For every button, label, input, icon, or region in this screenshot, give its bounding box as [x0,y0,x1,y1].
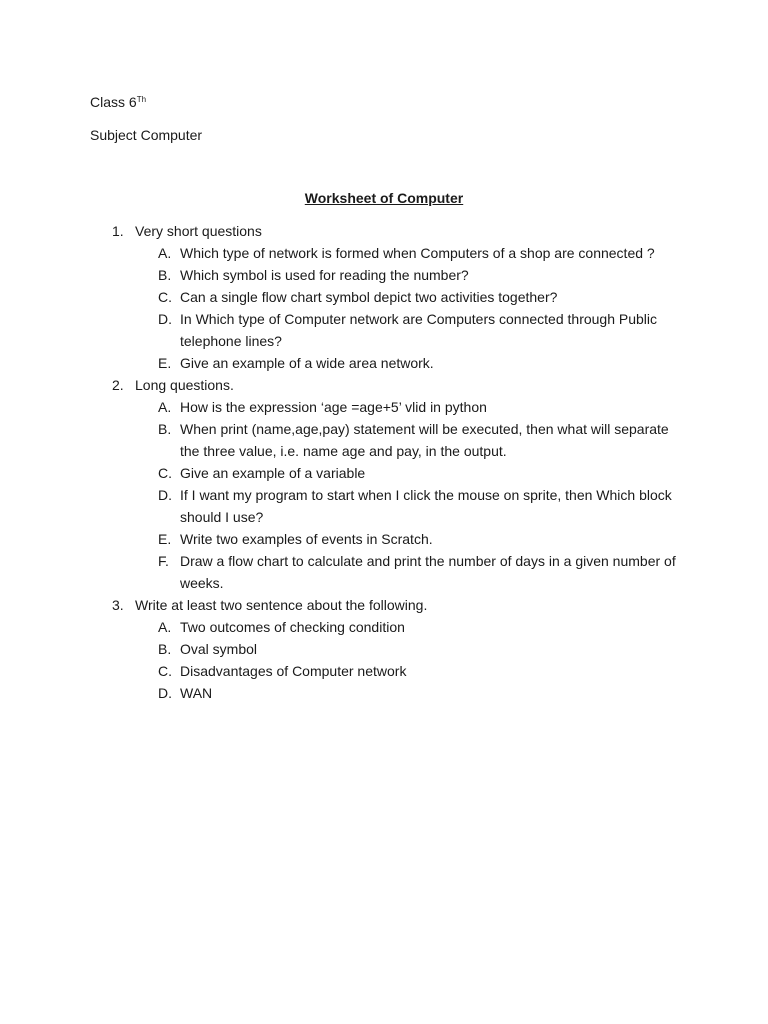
sub-question-text: WAN [180,685,213,701]
sub-question-text: Which symbol is used for reading the number? [180,267,469,283]
sub-question-text: Give an example of a wide area network. [180,355,434,371]
sub-question [135,682,690,704]
sub-question-letter: B. [158,421,172,437]
sub-question [135,550,690,594]
question-number: 3. [112,597,124,613]
class-line [90,93,146,111]
sub-question-letter: A. [158,245,172,261]
class-label: Class 6 [90,94,137,110]
sub-question [135,286,690,308]
question-2 [0,374,768,594]
sub-question [135,528,690,550]
sub-question-letter: B. [158,267,172,283]
sub-question [135,616,690,638]
sub-question [135,638,690,660]
sub-question-text: Write two examples of events in Scratch. [180,531,433,547]
sub-question-letter: E. [158,531,172,547]
sub-question [135,352,690,374]
sub-question-letter: D. [158,311,172,327]
question-text: Very short questions [135,223,262,239]
sub-question-letter: C. [158,663,172,679]
sub-question-text: In Which type of Computer network are Computers connected through Public telephone lines? [180,311,658,349]
question-number: 1. [112,223,124,239]
class-superscript: Th [136,95,147,104]
sub-question-letter: D. [158,487,172,503]
sub-question-text: Oval symbol [180,641,258,657]
question-text: Write at least two sentence about the following. [135,597,428,613]
sub-question-list [135,242,768,374]
subject-line: Subject Computer [90,127,203,143]
sub-question [135,660,690,682]
sub-question-text: Disadvantages of Computer network [180,663,407,679]
sub-question-text: Which type of network is formed when Computers of a shop are connected ? [180,245,655,261]
sub-question [135,308,690,352]
sub-question-text: Can a single flow chart symbol depict two activities together? [180,289,558,305]
question-3 [0,594,768,704]
question-list [0,220,768,704]
sub-question-list [135,616,768,704]
question-text: Long questions. [135,377,234,393]
sub-question [135,264,690,286]
sub-question [135,396,690,418]
sub-question-text: Two outcomes of checking condition [180,619,405,635]
sub-question [135,462,690,484]
sub-question-letter: F. [158,553,169,569]
sub-question [135,418,690,462]
question-number: 2. [112,377,124,393]
sub-question-text: If I want my program to start when I click the mouse on sprite, then Which block should I use? [180,487,672,525]
sub-question-letter: E. [158,355,172,371]
sub-question [135,242,690,264]
sub-question-text: How is the expression ‘age =age+5’ vlid in python [180,399,487,415]
sub-question-text: Give an example of a variable [180,465,366,481]
sub-question-letter: A. [158,399,172,415]
sub-question-text: Draw a flow chart to calculate and print the number of days in a given number of weeks. [180,553,676,591]
sub-question-letter: A. [158,619,172,635]
sub-question-letter: D. [158,685,172,701]
worksheet-title: Worksheet of Computer [304,190,464,206]
sub-question-letter: C. [158,465,172,481]
sub-question-letter: C. [158,289,172,305]
question-1 [0,220,768,374]
sub-question-list [135,396,768,594]
sub-question [135,484,690,528]
sub-question-text: When print (name,age,pay) statement will be executed, then what will separate the three value, i.e. name age and pay, in the output. [180,421,669,459]
sub-question-letter: B. [158,641,172,657]
